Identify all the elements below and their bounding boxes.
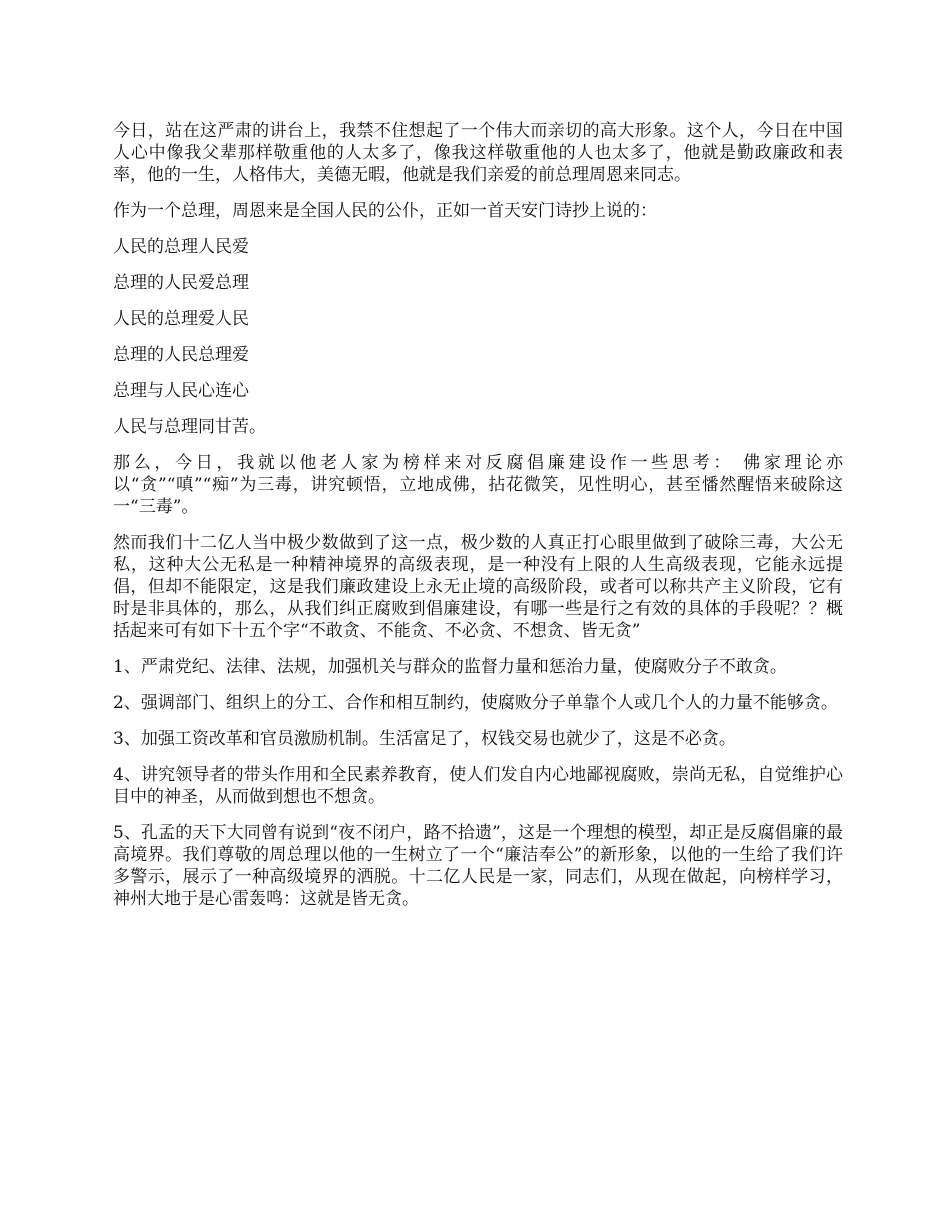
poem-line-3: 人民的总理爱人民	[113, 309, 249, 329]
poem-line-2: 总理的人民爱总理	[113, 273, 249, 293]
list-item-3: 3、加强工资改革和官员激励机制。生活富足了，权钱交易也就少了，这是不必贪。	[113, 729, 736, 749]
list-item-5: 5、孔孟的天下大同曾有说到“夜不闭户，路不拾遗”，这是一个理想的模型，却正是反腐倡廉的最高境界。我们尊敬的周总理以他的一生树立了一个“廉洁奉公”的新形象，以他的一生给了我们许多警示，展示了一种高级境界的洒脱。十二亿人民是一家，同志们，从现在做起，向榜样学习，神州大地于是心雷轰鸣：这就是皆无贪。	[113, 823, 843, 909]
paragraph-fifteen-characters: 然而我们十二亿人当中极少数做到了这一点，极少数的人真正打心眼里做到了破除三毒，大公无私，这种大公无私是一种精神境界的高级表现，是一种没有上限的人生高级表现，它能永远提倡，但却不能限定，这是我们廉政建设上永无止境的高级阶段，或者可以称共产主义阶段，它有时是非具体的，那么，从我们纠正腐败到倡廉建设，有哪一些是行之有效的具体的手段呢？？概括起来可有如下十五个字“不敢贪、不能贪、不必贪、不想贪、皆无贪”	[113, 533, 843, 641]
poem-line-6: 人民与总理同甘苦。	[113, 417, 266, 437]
list-item-4: 4、讲究领导者的带头作用和全民素养教育，使人们发自内心地鄙视腐败，崇尚无私，自觉维护心目中的神圣，从而做到想也不想贪。	[113, 765, 843, 807]
paragraph-poem-intro: 作为一个总理，周恩来是全国人民的公仆，正如一首天安门诗抄上说的：	[113, 201, 657, 221]
poem-line-4: 总理的人民总理爱	[113, 345, 249, 365]
paragraph-three-poisons: 那么，今日，我就以他老人家为榜样来对反腐倡廉建设作一些思考： 佛家理论亦以“贪”“嗔”“痴”为三毒，讲究顿悟，立地成佛，拈花微笑，见性明心，甚至憣然醒悟来破除这一“三毒”。	[113, 453, 843, 517]
poem-line-5: 总理与人民心连心	[113, 381, 249, 401]
list-item-1: 1、严肃党纪、法律、法规，加强机关与群众的监督力量和惩治力量，使腐败分子不敢贪。	[113, 657, 787, 677]
list-item-2: 2、强调部门、组织上的分工、合作和相互制约，使腐败分子单靠个人或几个人的力量不能够贪。	[113, 693, 838, 713]
document-body	[113, 120, 843, 924]
paragraph-intro: 今日，站在这严肃的讲台上，我禁不住想起了一个伟大而亲切的高大形象。这个人，今日在中国人心中像我父辈那样敬重他的人太多了，像我这样敬重他的人也太多了，他就是勤政廉政和表率，他的一生，人格伟大，美德无暇，他就是我们亲爱的前总理周恩来同志。	[113, 121, 843, 185]
poem-line-1: 人民的总理人民爱	[113, 237, 249, 257]
